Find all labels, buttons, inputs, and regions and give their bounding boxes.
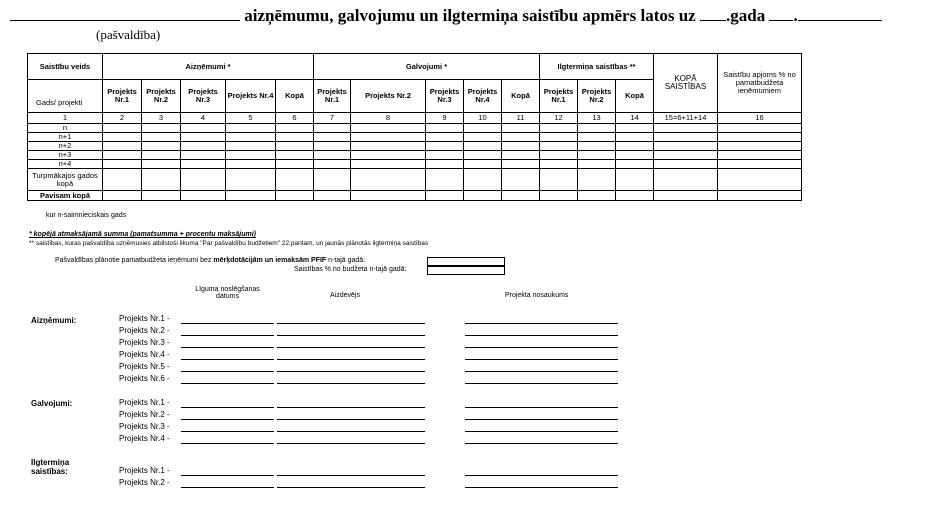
- lender-field[interactable]: [277, 335, 425, 336]
- row-label: Turpmākajos gados kopā: [28, 169, 103, 191]
- sub-header: Projekts Nr.2: [351, 80, 426, 113]
- sub-header: Projekts Nr.4: [464, 80, 502, 113]
- title-dot: .: [793, 6, 798, 25]
- project-field[interactable]: [465, 443, 618, 444]
- percent-input[interactable]: [427, 266, 505, 275]
- section-aiznemumi-label: Aizņēmumi:: [31, 316, 77, 325]
- page-title: [10, 6, 882, 26]
- contract-row-label: Projekts Nr.3 -: [119, 338, 170, 347]
- row-label: n+3: [28, 151, 103, 160]
- planned-income-label: [55, 257, 365, 264]
- row-label: n+2: [28, 142, 103, 151]
- day-blank[interactable]: [769, 20, 793, 21]
- col-number: 12: [540, 113, 578, 124]
- planned-income-c: n-tajā gadā:: [328, 257, 366, 264]
- date-field[interactable]: [181, 443, 274, 444]
- sub-header: Kopā: [616, 80, 654, 113]
- group-ilgtermina: Ilgtermiņa saistības **: [540, 54, 654, 80]
- col-number: 14: [616, 113, 654, 124]
- row-label: n+1: [28, 133, 103, 142]
- col-number: 10: [464, 113, 502, 124]
- group-aiznemumi: Aizņēmumi *: [103, 54, 314, 80]
- col-number: 11: [502, 113, 540, 124]
- lender-field[interactable]: [277, 407, 425, 408]
- contract-row-label: Projekts Nr.2 -: [119, 478, 170, 487]
- header-apjoms: Saistību apjoms % no pamatbudžeta ieņēmumiem: [718, 54, 802, 113]
- col-number: 15=6+11+14: [654, 113, 718, 124]
- col-number: 13: [578, 113, 616, 124]
- sub-header: Kopā: [276, 80, 314, 113]
- table-row: [28, 133, 802, 142]
- sub-header: Projekts Nr.3: [181, 80, 226, 113]
- table-row: [28, 160, 802, 169]
- sub-header: Projekts Nr.3: [426, 80, 464, 113]
- subtitle: (pašvaldība): [96, 27, 161, 42]
- lender-field[interactable]: [277, 323, 425, 324]
- sub-header: Projekts Nr.1: [540, 80, 578, 113]
- row-label: n: [28, 124, 103, 133]
- table-row: [28, 142, 802, 151]
- total-row: [28, 191, 802, 201]
- project-field[interactable]: [465, 407, 618, 408]
- col-lender-header: Aizdevējs: [330, 292, 360, 299]
- row-label: n+4: [28, 160, 103, 169]
- date-blank[interactable]: [700, 20, 726, 21]
- percent-label: Saistības % no budžeta n-tajā gadā:: [294, 266, 407, 273]
- group-galvojumi: Galvojumi *: [314, 54, 540, 80]
- note-kur: kur n-saimnieciskais gads: [46, 212, 127, 219]
- contract-row-label: Projekts Nr.3 -: [119, 422, 170, 431]
- col-number: 4: [181, 113, 226, 124]
- col-number: 8: [351, 113, 426, 124]
- municipality-blank[interactable]: [10, 20, 240, 21]
- lender-field[interactable]: [277, 383, 425, 384]
- contract-row-label: Projekts Nr.2 -: [119, 410, 170, 419]
- contract-row-label: Projekts Nr.2 -: [119, 326, 170, 335]
- col-number: 7: [314, 113, 351, 124]
- contract-row-label: Projekts Nr.5 -: [119, 362, 170, 371]
- sub-header: Projekts Nr.1: [103, 80, 142, 113]
- contract-row-label: Projekts Nr.4 -: [119, 434, 170, 443]
- footnote-2: ** saistības, kuras pašvaldība uzņēmusies atbilstoši likuma "Par pašvaldību budžetiem" 22.pantam, un jaunās plānotās ilgtermiņa saistības: [29, 240, 429, 247]
- header-gads: Gads/ projekti: [28, 80, 103, 113]
- project-field[interactable]: [465, 347, 618, 348]
- lender-field[interactable]: [277, 487, 425, 488]
- contract-row-label: Projekts Nr.1 -: [119, 466, 170, 475]
- col-number: 5: [226, 113, 276, 124]
- project-field[interactable]: [465, 419, 618, 420]
- project-field[interactable]: [465, 359, 618, 360]
- liabilities-table: [27, 53, 802, 201]
- date-field[interactable]: [181, 335, 274, 336]
- title-gada: .gada: [725, 6, 766, 25]
- sub-header: Projekts Nr.2: [142, 80, 181, 113]
- project-field[interactable]: [465, 335, 618, 336]
- lender-field[interactable]: [277, 419, 425, 420]
- lender-field[interactable]: [277, 431, 425, 432]
- date-field[interactable]: [181, 475, 274, 476]
- contract-row-label: Projekts Nr.1 -: [119, 314, 170, 323]
- col-number: 1: [28, 113, 103, 124]
- sub-header: Projekts Nr.4: [226, 80, 276, 113]
- date-field[interactable]: [181, 419, 274, 420]
- col-number: 16: [718, 113, 802, 124]
- project-field[interactable]: [465, 431, 618, 432]
- project-field[interactable]: [465, 383, 618, 384]
- header-saistibu-veids: Saistību veids: [28, 54, 103, 80]
- footnote-1: * kopējā atmaksājamā summa (pamatsumma + procentu maksājumi): [29, 231, 257, 238]
- col-date-header: Līguma noslēgšanas datums: [195, 286, 260, 300]
- lender-field[interactable]: [277, 443, 425, 444]
- table-row: [28, 151, 802, 160]
- contract-row-label: Projekts Nr.6 -: [119, 374, 170, 383]
- project-field[interactable]: [465, 323, 618, 324]
- contract-row-label: Projekts Nr.1 -: [119, 398, 170, 407]
- col-number: 6: [276, 113, 314, 124]
- table-row: [28, 169, 802, 191]
- lender-field[interactable]: [277, 371, 425, 372]
- date-field[interactable]: [181, 407, 274, 408]
- title-main: aizņēmumu, galvojumu un ilgtermiņa saistību apmērs latos uz: [244, 6, 696, 25]
- col-number: 9: [426, 113, 464, 124]
- total-label: Pavisam kopā: [28, 191, 103, 201]
- project-field[interactable]: [465, 475, 618, 476]
- date-field[interactable]: [181, 383, 274, 384]
- header-kopa-saistibas: KOPĀ SAISTĪBAS: [654, 54, 718, 113]
- month-blank[interactable]: [798, 20, 882, 21]
- section-ilgtermina-label: Ilgtermiņa saistības:: [31, 458, 70, 476]
- lender-field[interactable]: [277, 347, 425, 348]
- col-project-header: Projekta nosaukums: [505, 292, 569, 299]
- sub-header: Projekts Nr.1: [314, 80, 351, 113]
- date-field[interactable]: [181, 323, 274, 324]
- planned-income-b: mērķdotācijām un iemaksām PFIF: [213, 257, 327, 264]
- lender-field[interactable]: [277, 359, 425, 360]
- sub-header: Kopā: [502, 80, 540, 113]
- col-number: 2: [103, 113, 142, 124]
- date-field[interactable]: [181, 487, 274, 488]
- section-galvojumi-label: Galvojumi:: [31, 399, 73, 408]
- project-field[interactable]: [465, 487, 618, 488]
- planned-income-a: Pašvaldības plānotie pamatbudžeta ieņēmumi bez: [55, 257, 212, 264]
- lender-field[interactable]: [277, 475, 425, 476]
- date-field[interactable]: [181, 347, 274, 348]
- date-field[interactable]: [181, 359, 274, 360]
- date-field[interactable]: [181, 431, 274, 432]
- planned-income-input[interactable]: [427, 257, 505, 266]
- contract-row-label: Projekts Nr.4 -: [119, 350, 170, 359]
- project-field[interactable]: [465, 371, 618, 372]
- col-number: 3: [142, 113, 181, 124]
- table-row: [28, 124, 802, 133]
- date-field[interactable]: [181, 371, 274, 372]
- sub-header: Projekts Nr.2: [578, 80, 616, 113]
